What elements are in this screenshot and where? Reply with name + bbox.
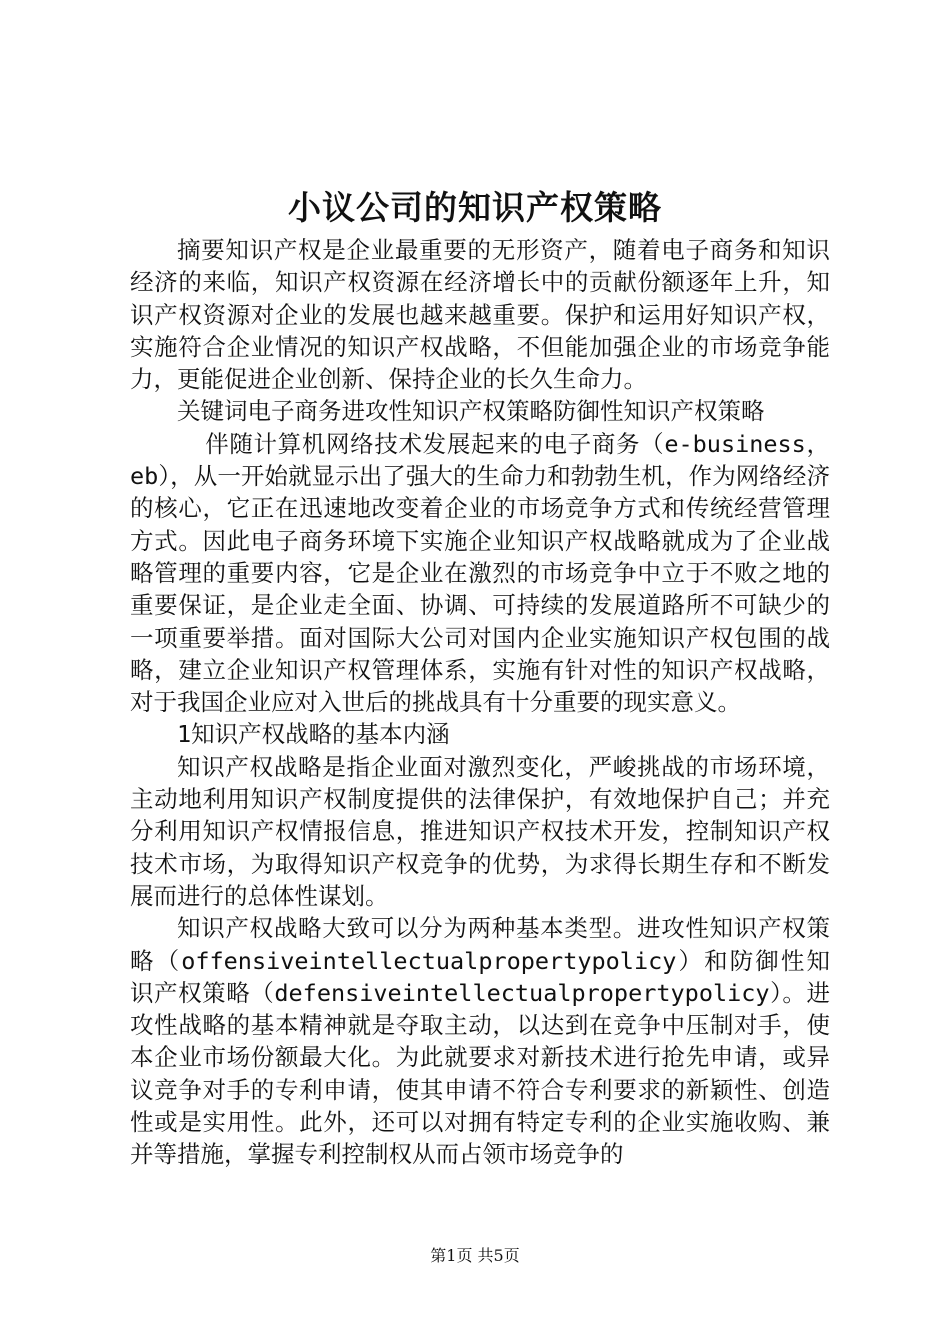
body-paragraph: 知识产权战略大致可以分为两种基本类型。进攻性知识产权策略（offensiveintellectualpropertypolicy）和防御性知识产权策略（defensiveintellectualpropertypolicy）。进攻性战略的基本精神就是夺取主动，以达到在竞争中压制对手，使本企业市场份额最大化。为此就要求对新技术进行抢先申请，或异议竞争对手的专利申请，使其申请不符合专利要求的新颖性、创造性或是实用性。此外，还可以对拥有特定专利的企业实施收购、兼并等措施，掌握专利控制权从而占领市场竞争的 xyxy=(130,914,830,1169)
section-heading: 1知识产权战略的基本内涵 xyxy=(177,720,450,749)
document-title: 小议公司的知识产权策略 xyxy=(288,188,662,227)
intro-paragraph: 伴随计算机网络技术发展起来的电子商务（e-business，eb），从一开始就显示出了强大的生命力和勃勃生机，作为网络经济的核心，它正在迅速地改变着企业的市场竞争方式和传统经营管理方式。因此电子商务环境下实施企业知识产权战略就成为了企业战略管理的重要内容，它是企业在激烈的市场竞争中立于不败之地的重要保证，是企业走全面、协调、可持续的发展道路所不可缺少的一项重要举措。面对国际大公司对国内企业实施知识产权包围的战略，建立企业知识产权管理体系，实施有针对性的知识产权战略，对于我国企业应对入世后的挑战具有十分重要的现实意义。 xyxy=(130,429,830,717)
keywords-paragraph: 关键词电子商务进攻性知识产权策略防御性知识产权策略 xyxy=(177,397,765,426)
abstract-paragraph: 摘要知识产权是企业最重要的无形资产，随着电子商务和知识经济的来临，知识产权资源在经济增长中的贡献份额逐年上升，知识产权资源对企业的发展也越来越重要。保护和运用好知识产权，实施符合企业情况的知识产权战略，不但能加强企业的市场竞争能力，更能促进企业创新、保持企业的长久生命力。 xyxy=(130,236,830,394)
document-body xyxy=(130,234,830,1171)
body-paragraph: 知识产权战略是指企业面对激烈变化，严峻挑战的市场环境，主动地利用知识产权制度提供的法律保护，有效地保护自己；并充分利用知识产权情报信息，推进知识产权技术开发，控制知识产权技术市场，为取得知识产权竞争的优势，为求得长期生存和不断发展而进行的总体性谋划。 xyxy=(130,752,830,910)
page-footer: 第1页 共5页 xyxy=(430,1246,520,1265)
